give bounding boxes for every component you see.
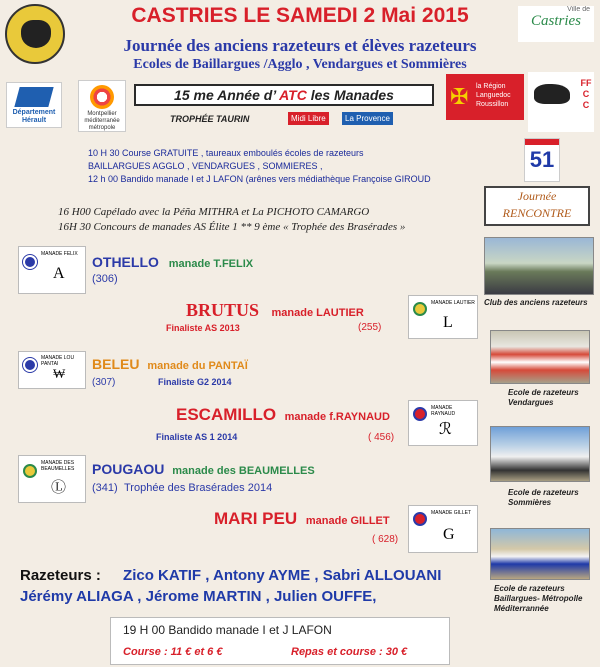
schedule-line-5: 16H 30 Concours de manades AS Élite 1 ** 9 ème « Trophée des Brasérades » (58, 221, 406, 233)
rosette-label: MANADE LOU PANTAI (41, 355, 75, 367)
razeteurs-label: Razeteurs : (20, 567, 101, 584)
schedule-line-1: 10 H 30 Course GRATUITE , taureaux emboulés écoles de razeteurs (88, 148, 364, 158)
schedule-line-2: BAILLARGUES AGGLO , VENDARGUES , SOMMIERES , (88, 161, 323, 171)
bull-pougaou (92, 461, 315, 477)
rosette-icon (23, 255, 37, 269)
montpellier-star-icon (90, 85, 114, 109)
footer-repas-price: Repas et course : 30 € (291, 646, 408, 658)
photo-baillargues (490, 528, 590, 580)
trophee-taurin-logo: TROPHÉE TAURIN (170, 114, 250, 124)
caption-sommieres: Ecole de razeteurs Sommières (508, 488, 579, 507)
montpellier-logo-label: Montpellier méditerranée métropole (84, 111, 120, 131)
schedule-morning (88, 147, 498, 186)
razeteurs-names-2: Jérémy ALIAGA , Jérome MARTIN , Julien OUFFE, (20, 588, 377, 605)
caption-baillargues: Ecole de razeteurs Baillargues- Métropolle Méditerrannée (494, 584, 583, 613)
ffcc-logo (528, 72, 594, 132)
rosette-brand: L (443, 314, 453, 331)
castries-logo-name: Castries (530, 13, 581, 29)
bull-note: Finaliste G2 2014 (158, 377, 232, 387)
rosette-icon (413, 407, 427, 421)
rosette-mari-peu (408, 505, 478, 553)
rencontre-line-2: RENCONTRE (502, 206, 572, 220)
rosette-label: MANADE DES BEAUMELLES (41, 460, 75, 472)
occitan-cross-icon: ✠ (450, 84, 469, 109)
castries-logo-small: Ville de (567, 6, 590, 13)
banner-suffix: les Manades (306, 87, 394, 103)
photo-sommieres (490, 426, 590, 482)
press-logos (170, 112, 416, 128)
bull-manade: manade GILLET (305, 515, 390, 527)
rosette-label: MANADE FELIX (41, 251, 78, 257)
schedule-line-3: 12 h 00 Bandido manade I et J LAFON (arênes vers médiathèque Françoise GIROUD (88, 174, 431, 184)
region-logo-label: la Région Languedoc Roussillon (476, 83, 511, 108)
rosette-escamillo (408, 400, 478, 446)
caption-club: Club des anciens razeteurs (484, 298, 588, 307)
dept-51-logo (524, 138, 560, 182)
bull-name: ESCAMILLO (176, 405, 277, 424)
rosette-brutus (408, 295, 478, 339)
schedule-line-4: 16 H00 Capélado avec la Péña MITHRA et La PICHOTO CAMARGO (58, 206, 370, 218)
la-provence-logo: La Provence (342, 112, 393, 125)
rosette-othello (18, 246, 86, 294)
subtitle-ecoles: Ecoles de Baillargues /Agglo , Vendargues et Sommières (133, 57, 467, 72)
bull-name: BRUTUS (186, 300, 260, 320)
razeteurs-line-1 (20, 567, 441, 584)
midi-libre-logo: Midi Libre (288, 112, 329, 125)
bull-name: OTHELLO (92, 254, 159, 270)
bull-manade: manade T.FELIX (168, 258, 254, 270)
bull-othello (92, 254, 253, 270)
bull-name: POUGAOU (92, 461, 165, 477)
rosette-brand: ℛ (439, 421, 452, 438)
bull-mari-peu (214, 509, 390, 529)
herault-logo (6, 82, 62, 128)
rosette-icon (23, 358, 37, 372)
subtitle-journee: Journée des anciens razeteurs et élèves razeteurs (123, 36, 477, 55)
rencontre-box (484, 186, 590, 226)
footer-course-price: Course : 11 € et 6 € (123, 646, 223, 658)
banner-prefix: 15 me Année d’ (174, 87, 280, 103)
ffcc-logo-label: FFCC (580, 78, 592, 110)
bull-silhouette-icon (534, 84, 570, 104)
bull-note: Finaliste AS 2013 (166, 323, 240, 333)
rencontre-line-1: Journée (517, 189, 557, 203)
bull-number: (341) (92, 482, 118, 494)
herault-shape-icon (14, 87, 53, 107)
bull-manade: manade du PANTAÏ (147, 360, 248, 372)
herault-logo-label: Département Hérault (12, 109, 56, 124)
dept-51-number: 51 (529, 147, 555, 172)
schedule-afternoon (58, 205, 478, 235)
rosette-icon (413, 302, 427, 316)
bull-manade: manade LAUTIER (271, 307, 364, 319)
bull-name: BELEU (92, 356, 140, 372)
bull-number: ( 628) (372, 534, 399, 545)
bull-note: Trophée des Brasérades 2014 (124, 482, 273, 494)
montpellier-logo (78, 80, 126, 132)
rosette-icon (413, 512, 427, 526)
bull-number: ( 456) (368, 432, 395, 443)
rosette-brand: ₩ (53, 366, 66, 381)
caption-vendargues: Ecole de razeteurs Vendargues (508, 388, 579, 407)
association-logo (5, 4, 65, 64)
razeteurs-names-1: Zico KATIF , Antony AYME , Sabri ALLOUANI (123, 567, 442, 584)
bull-number: (255) (358, 322, 382, 333)
page-title: CASTRIES LE SAMEDI 2 Mai 2015 (131, 4, 469, 27)
footer-box (110, 617, 450, 665)
bull-number: (307) (92, 377, 116, 388)
rosette-brand: G (443, 526, 455, 543)
edition-banner (134, 84, 434, 106)
bull-head-icon (21, 20, 51, 48)
banner-atc: ATC (279, 87, 307, 103)
photo-club-anciens (484, 237, 594, 295)
rosette-label: MANADE RAYNAUD (431, 405, 456, 417)
bull-brutus (186, 300, 364, 321)
rosette-brand: A (53, 265, 65, 282)
bull-note: Finaliste AS 1 2014 (156, 432, 238, 442)
bull-number: (306) (92, 273, 118, 285)
bull-escamillo (176, 405, 390, 425)
bull-manade: manade des BEAUMELLES (172, 465, 315, 477)
rosette-beleu (18, 351, 86, 389)
rosette-brand: Ⓛ (51, 480, 67, 496)
region-logo (446, 74, 524, 120)
bull-manade: manade f.RAYNAUD (284, 411, 390, 423)
photo-vendargues (490, 330, 590, 384)
rosette-label: MANADE LAUTIER (431, 300, 475, 306)
rosette-label: MANADE GILLET (431, 510, 472, 516)
footer-bandido: 19 H 00 Bandido manade I et J LAFON (123, 623, 332, 637)
bull-name: MARI PEU (214, 509, 298, 528)
rosette-icon (23, 464, 37, 478)
rosette-pougaou (18, 455, 86, 503)
bull-beleu (92, 356, 248, 372)
